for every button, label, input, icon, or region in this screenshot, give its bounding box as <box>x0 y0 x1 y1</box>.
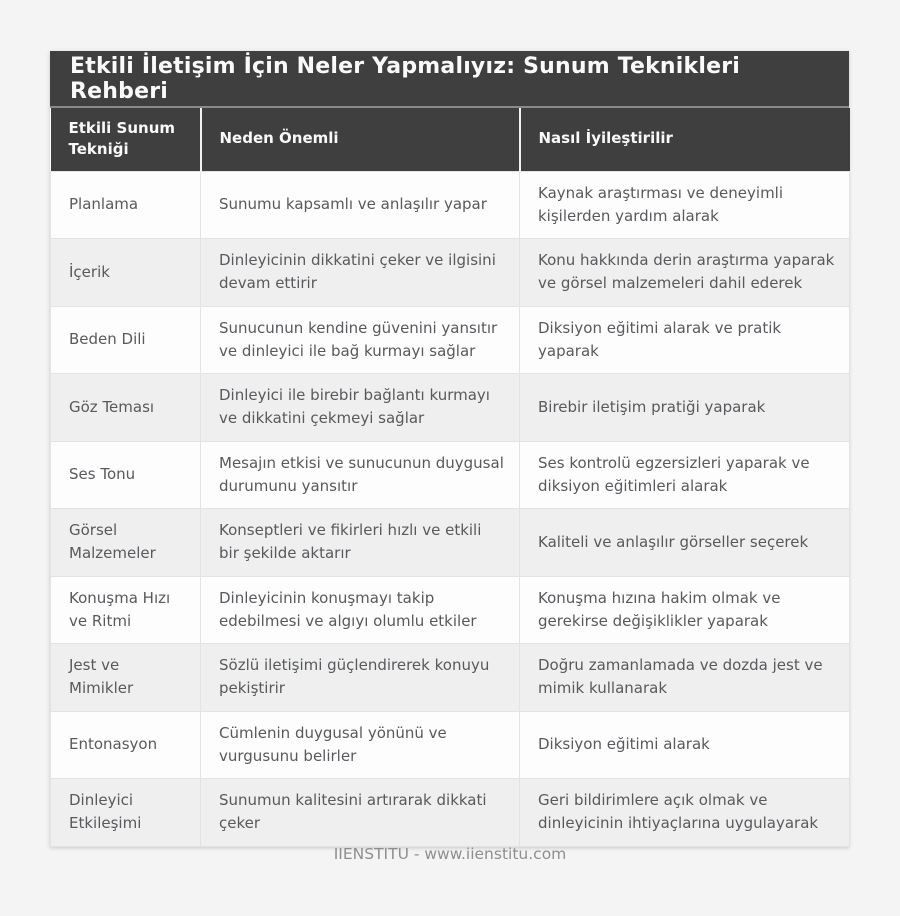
table-row <box>51 711 850 779</box>
cell-why: Sunumu kapsamlı ve anlaşılır yapar <box>201 171 520 239</box>
table-header <box>51 108 850 171</box>
cell-how: Diksiyon eğitimi alarak ve pratik yaparak <box>520 306 850 374</box>
cell-why: Dinleyicinin konuşmayı takip edebilmesi ve algıyı olumlu etkiler <box>201 576 520 644</box>
column-header-technique: Etkili Sunum Tekniği <box>51 108 201 171</box>
cell-why: Sunumun kalitesini artırarak dikkati çeker <box>201 779 520 847</box>
column-header-how-to-improve: Nasıl İyileştirilir <box>520 108 850 171</box>
table-row <box>51 239 850 307</box>
cell-technique: Görsel Malzemeler <box>51 509 201 577</box>
cell-technique: Beden Dili <box>51 306 201 374</box>
cell-technique: Konuşma Hızı ve Ritmi <box>51 576 201 644</box>
cell-how: Kaliteli ve anlaşılır görseller seçerek <box>520 509 850 577</box>
cell-why: Dinleyici ile birebir bağlantı kurmayı ve dikkatini çekmeyi sağlar <box>201 374 520 442</box>
cell-how: Birebir iletişim pratiği yaparak <box>520 374 850 442</box>
cell-technique: Planlama <box>51 171 201 239</box>
presentation-guide-card <box>50 51 849 847</box>
cell-how: Diksiyon eğitimi alarak <box>520 711 850 779</box>
cell-how: Konu hakkında derin araştırma yaparak ve görsel malzemeleri dahil ederek <box>520 239 850 307</box>
cell-technique: Jest ve Mimikler <box>51 644 201 712</box>
table-row <box>51 171 850 239</box>
cell-technique: Entonasyon <box>51 711 201 779</box>
footer-attribution: IIENSTITU - www.iienstitu.com <box>333 845 567 863</box>
column-header-why-important: Neden Önemli <box>201 108 520 171</box>
cell-why: Konseptleri ve fikirleri hızlı ve etkili bir şekilde aktarır <box>201 509 520 577</box>
table-body <box>51 171 850 846</box>
table-row <box>51 441 850 509</box>
cell-how: Ses kontrolü egzersizleri yaparak ve diksiyon eğitimleri alarak <box>520 441 850 509</box>
cell-how: Doğru zamanlamada ve dozda jest ve mimik kullanarak <box>520 644 850 712</box>
cell-technique: İçerik <box>51 239 201 307</box>
cell-technique: Göz Teması <box>51 374 201 442</box>
table-row <box>51 644 850 712</box>
cell-technique: Dinleyici Etkileşimi <box>51 779 201 847</box>
cell-why: Sözlü iletişimi güçlendirerek konuyu pekiştirir <box>201 644 520 712</box>
table-row <box>51 576 850 644</box>
table-row <box>51 306 850 374</box>
table-row <box>51 779 850 847</box>
cell-how: Geri bildirimlere açık olmak ve dinleyicinin ihtiyaçlarına uygulayarak <box>520 779 850 847</box>
cell-technique: Ses Tonu <box>51 441 201 509</box>
table-row <box>51 509 850 577</box>
page-title: Etkili İletişim İçin Neler Yapmalıyız: Sunum Teknikleri Rehberi <box>50 51 849 108</box>
cell-how: Kaynak araştırması ve deneyimli kişilerden yardım alarak <box>520 171 850 239</box>
cell-why: Sunucunun kendine güvenini yansıtır ve dinleyici ile bağ kurmayı sağlar <box>201 306 520 374</box>
presentation-techniques-table <box>50 108 850 847</box>
cell-how: Konuşma hızına hakim olmak ve gerekirse değişiklikler yaparak <box>520 576 850 644</box>
cell-why: Cümlenin duygusal yönünü ve vurgusunu belirler <box>201 711 520 779</box>
cell-why: Mesajın etkisi ve sunucunun duygusal durumunu yansıtır <box>201 441 520 509</box>
table-header-row <box>51 108 850 171</box>
table-row <box>51 374 850 442</box>
cell-why: Dinleyicinin dikkatini çeker ve ilgisini devam ettirir <box>201 239 520 307</box>
